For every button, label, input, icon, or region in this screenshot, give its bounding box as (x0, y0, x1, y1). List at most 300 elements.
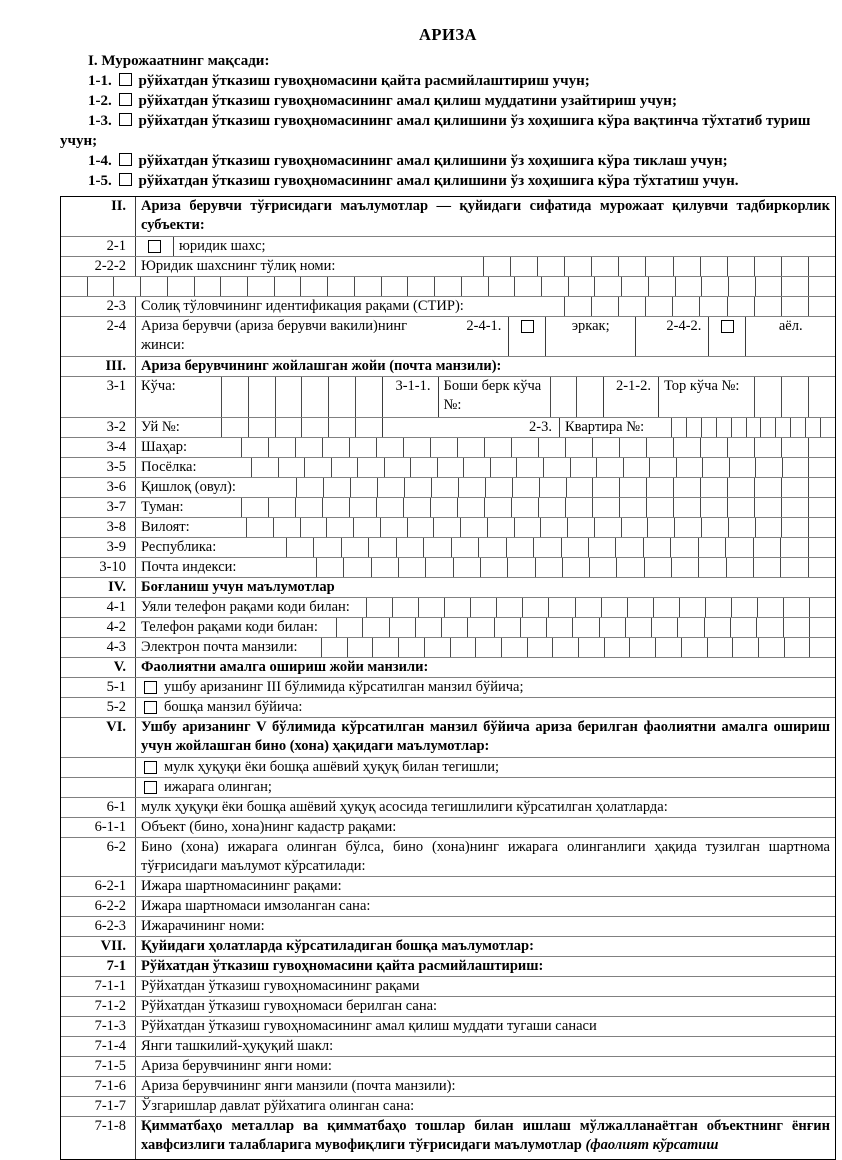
char-box (389, 618, 415, 637)
char-box (820, 418, 835, 437)
row-number: 7-1-6 (61, 1077, 136, 1096)
char-box (510, 257, 537, 276)
char-box (700, 438, 727, 457)
checkbox-option (136, 778, 835, 797)
table-row (61, 197, 835, 236)
char-box (808, 377, 835, 417)
char-box (246, 518, 273, 537)
row-label: Республика: (141, 539, 217, 555)
table-row (61, 557, 835, 577)
char-box (377, 478, 404, 497)
row-number: 6-2-2 (61, 897, 136, 916)
char-box (535, 558, 562, 577)
checkbox[interactable] (148, 240, 161, 253)
char-box (368, 538, 395, 557)
char-box (760, 418, 775, 437)
char-box-grid[interactable] (221, 377, 383, 417)
char-box (754, 438, 781, 457)
char-box (780, 538, 807, 557)
table-row (61, 777, 835, 797)
row-label: Шаҳар: (141, 439, 188, 455)
row-label: Боғланиш учун маълумотлар (141, 579, 335, 595)
ref-number: 2-4-1. (466, 318, 502, 334)
char-box (415, 618, 441, 637)
char-box (278, 458, 305, 477)
char-box (140, 277, 167, 296)
char-box-grid[interactable] (754, 377, 835, 417)
char-box-grid[interactable] (246, 518, 835, 537)
char-box (701, 518, 728, 537)
char-box (728, 277, 755, 296)
table-row (61, 276, 835, 296)
checkbox-option-label: бошқа манзил бўйича: (164, 699, 303, 715)
char-box (484, 498, 511, 517)
char-box-grid[interactable] (671, 418, 835, 437)
char-box (341, 538, 368, 557)
table-row (61, 1096, 835, 1116)
row-label: Посёлка: (141, 459, 197, 475)
table-row (61, 837, 835, 876)
char-box (699, 297, 726, 316)
char-box (619, 498, 646, 517)
char-box (755, 518, 782, 537)
char-box (594, 518, 621, 537)
char-box (301, 418, 328, 437)
table-row (61, 316, 835, 356)
table-row (61, 577, 835, 597)
row-label: Туман: (141, 499, 184, 515)
char-box (643, 538, 670, 557)
char-box (484, 438, 511, 457)
char-box (350, 478, 377, 497)
table-row (61, 956, 835, 976)
char-box (674, 518, 701, 537)
char-box (677, 618, 703, 637)
char-box (808, 538, 835, 557)
row-label: эркак; (546, 317, 636, 356)
char-box (727, 438, 754, 457)
char-box (592, 438, 619, 457)
char-box (407, 518, 434, 537)
char-box (727, 478, 754, 497)
checkbox[interactable] (144, 761, 157, 774)
char-box (296, 478, 323, 497)
char-box (704, 618, 730, 637)
char-box (543, 458, 570, 477)
char-box (331, 458, 358, 477)
char-box (754, 498, 781, 517)
char-box (336, 618, 362, 637)
char-box (732, 638, 758, 657)
char-box (781, 498, 808, 517)
row-label: Ушбу аризанинг V бўлимида кўрсатилган манзил бўйича ариза берилган фаолиятни амалга ошириш учун жойлашган бино (хона) ҳақидаги маълумотлар: (141, 719, 830, 754)
char-box (511, 438, 538, 457)
char-box (372, 638, 398, 657)
char-box (578, 638, 604, 657)
row-label: Фаолиятни амалга ошириш жойи манзили: (141, 659, 429, 675)
char-box (646, 438, 673, 457)
char-box (705, 598, 731, 617)
row-label: Бино (хона) ижарага олинган бўлса, бино (хона)нинг ижарага олинганлиги ҳақида тузилган шартнома тўғрисидаги маълумот кўрсатилади: (141, 839, 830, 874)
char-box (396, 538, 423, 557)
purpose-item-number: 1-4. (88, 153, 112, 169)
char-box (328, 377, 355, 417)
char-box (646, 498, 673, 517)
purpose-item-number: 1-1. (88, 73, 112, 89)
row-number: 7-1-7 (61, 1097, 136, 1116)
char-box (592, 498, 619, 517)
table-row (61, 597, 835, 617)
char-box (516, 458, 543, 477)
row-number: 7-1-2 (61, 997, 136, 1016)
char-box-grid[interactable] (296, 478, 835, 497)
char-box (623, 458, 650, 477)
row-number: 7-1-1 (61, 977, 136, 996)
row-number: 6-1 (61, 798, 136, 817)
checkbox[interactable] (144, 681, 157, 694)
ref-number: 2-1-2. (615, 378, 651, 394)
char-box (619, 478, 646, 497)
table-row (61, 896, 835, 916)
char-box (398, 558, 425, 577)
char-box (808, 478, 835, 497)
char-box-grid[interactable] (221, 418, 383, 437)
char-box (423, 538, 450, 557)
char-box (808, 498, 835, 517)
char-box (221, 377, 248, 417)
char-box (453, 558, 480, 577)
checkbox[interactable] (119, 93, 132, 106)
checkbox[interactable] (521, 320, 534, 333)
row-number: V. (61, 658, 136, 677)
checkbox-cell (708, 317, 746, 356)
char-box (522, 598, 548, 617)
char-box (698, 538, 725, 557)
char-box (729, 458, 756, 477)
char-box (248, 377, 275, 417)
char-box (434, 277, 461, 296)
char-box (730, 618, 756, 637)
row-label: Объект (бино, хона)нинг кадастр рақами: (141, 819, 397, 835)
char-box (565, 498, 592, 517)
char-box (304, 458, 331, 477)
row-label: Янги ташкилий-ҳуқуқий шакл: (141, 1038, 334, 1054)
char-box (670, 538, 697, 557)
char-box (646, 478, 673, 497)
char-box (357, 458, 384, 477)
char-box (809, 638, 835, 657)
row-label: Ариза берувчи тўғрисидаги маълумотлар — қуйидаги сифатида мурожаат қилувчи тадбиркорлик субъекти: (141, 198, 830, 233)
table-row (61, 477, 835, 497)
row-number: 3-2 (61, 418, 136, 437)
row-number: 3-1 (61, 377, 136, 417)
char-box (248, 418, 275, 437)
char-box (487, 518, 514, 537)
char-box (514, 518, 541, 537)
char-box (355, 377, 382, 417)
char-box (274, 277, 301, 296)
table-row (61, 1056, 835, 1076)
purpose-item-label: рўйхатдан ўтказиш гувоҳномасининг амал қилишини ўз хоҳишига кўра тиклаш учун; (138, 153, 728, 169)
char-box-grid[interactable] (286, 538, 835, 557)
char-box (805, 418, 820, 437)
char-box (483, 257, 510, 276)
char-box (782, 458, 809, 477)
char-box (618, 297, 645, 316)
table-row (61, 537, 835, 557)
ref-number: 2-3. (529, 419, 552, 435)
row-number: 2-2-2 (61, 257, 136, 276)
char-box (599, 618, 625, 637)
row-label: Вилоят: (141, 519, 190, 535)
row-label: аёл. (778, 318, 803, 334)
row-number: 3-9 (61, 538, 136, 557)
char-box (755, 277, 782, 296)
ref-number: 3-1-1. (395, 378, 431, 394)
char-box (645, 297, 672, 316)
char-box (673, 498, 700, 517)
char-box (540, 518, 567, 537)
row-label: Солиқ тўловчининг идентификация рақами (СТИР): (141, 298, 464, 314)
checkbox[interactable] (119, 113, 132, 126)
char-box (753, 538, 780, 557)
char-box (727, 498, 754, 517)
char-box (621, 277, 648, 296)
char-box (450, 638, 476, 657)
table-row (61, 1076, 835, 1096)
char-box (552, 638, 578, 657)
purpose-item-label: рўйхатдан ўтказиш гувоҳномасининг амал қилишини ўз хоҳишига кўра тўхтатиш учун. (138, 173, 739, 189)
purpose-item-number: 1-2. (88, 93, 112, 109)
char-box (781, 377, 808, 417)
table-row (61, 657, 835, 677)
char-box (520, 618, 546, 637)
char-box (728, 518, 755, 537)
char-box (353, 518, 380, 537)
char-box (496, 598, 522, 617)
row-label: Уй №: (141, 419, 180, 435)
row-number: 7-1-4 (61, 1037, 136, 1056)
char-box (392, 598, 418, 617)
char-box (418, 598, 444, 617)
char-box (478, 538, 505, 557)
char-box (756, 618, 782, 637)
char-box (809, 618, 835, 637)
row-label: Рўйхатдан ўтказиш гувоҳномасини қайта расмийлаштириш: (141, 958, 544, 974)
char-box (441, 618, 467, 637)
table-row (61, 376, 835, 417)
char-box (410, 458, 437, 477)
row-label: Почта индекси: (141, 559, 237, 575)
checkbox[interactable] (144, 781, 157, 794)
char-box (702, 458, 729, 477)
char-box (781, 297, 808, 316)
row-label: мулк ҳуқуқи ёки бошқа ашёвий ҳуқуқ асосида тегишлилиги кўрсатилган ҳолатларда: (141, 799, 668, 815)
char-box (615, 538, 642, 557)
char-box (673, 257, 700, 276)
table-row (61, 936, 835, 956)
char-box (781, 277, 808, 296)
char-box-grid[interactable] (366, 598, 835, 617)
char-box (588, 538, 615, 557)
char-box (651, 618, 677, 637)
checkbox[interactable] (144, 701, 157, 714)
row-label-italic: (фаолият кўрсатиш (585, 1136, 719, 1153)
char-box (565, 438, 592, 457)
char-box (645, 257, 672, 276)
char-box (268, 438, 295, 457)
char-box (784, 638, 810, 657)
row-number (61, 758, 136, 777)
char-box (480, 558, 507, 577)
row-label: Юридик шахснинг тўлиқ номи: (141, 258, 336, 274)
char-box-grid[interactable] (321, 638, 835, 657)
table-row (61, 457, 835, 477)
row-label: Ижара шартномаси имзоланган сана: (141, 898, 371, 914)
checkbox-option (136, 678, 835, 697)
table-row (61, 497, 835, 517)
char-box (194, 277, 221, 296)
char-box (562, 558, 589, 577)
char-box (808, 297, 835, 316)
char-box (655, 638, 681, 657)
char-box (596, 458, 623, 477)
row-number: 3-8 (61, 518, 136, 537)
char-box (424, 638, 450, 657)
char-box (808, 438, 835, 457)
table-row (61, 717, 835, 757)
char-box (648, 277, 675, 296)
row-label: Телефон рақами коди билан: (141, 619, 318, 635)
char-box (514, 277, 541, 296)
char-box (731, 418, 746, 437)
char-box-grid[interactable] (241, 498, 835, 517)
char-box (618, 257, 645, 276)
row-number: 4-2 (61, 618, 136, 637)
char-box (591, 257, 618, 276)
row-label (136, 1117, 835, 1154)
char-box (548, 598, 574, 617)
char-box (604, 638, 630, 657)
row-label: Рўйхатдан ўтказиш гувоҳномасининг амал қилиш муддати тугаши санаси (141, 1018, 597, 1034)
checkbox[interactable] (721, 320, 734, 333)
table-row (61, 817, 835, 837)
char-box (301, 377, 328, 417)
char-box-grid[interactable] (336, 618, 835, 637)
checkbox[interactable] (119, 173, 132, 186)
char-box-grid[interactable] (550, 377, 604, 417)
checkbox-option-label: мулк ҳуқуқи ёки бошқа ашёвий ҳуқуқ билан тегишли; (164, 759, 500, 775)
char-box (775, 418, 790, 437)
checkbox[interactable] (119, 73, 132, 86)
char-box-grid[interactable] (483, 257, 835, 276)
form-title: АРИЗА (419, 25, 477, 44)
char-box (113, 277, 140, 296)
char-box (463, 458, 490, 477)
char-box (754, 257, 781, 276)
row-number: VI. (61, 718, 136, 757)
char-box-grid[interactable] (251, 458, 835, 477)
row-number: 2-1 (61, 237, 136, 256)
row-number: 6-2-3 (61, 917, 136, 936)
char-box (698, 558, 725, 577)
char-box-grid[interactable] (564, 297, 835, 316)
char-box (327, 277, 354, 296)
char-box (451, 538, 478, 557)
char-box (564, 257, 591, 276)
char-box (381, 277, 408, 296)
char-box (286, 538, 313, 557)
char-box (550, 377, 577, 417)
row-label-main: Қимматбаҳо металлар ва қимматбаҳо тошлар билан ишлаш мўлжалланаётган объектнинг ёнғин хавфсизлиги талабларига мувофиқлиги тўғрисидаги маълумотлар (141, 1118, 830, 1153)
char-box (653, 598, 679, 617)
row-number: 3-4 (61, 438, 136, 457)
char-box (539, 478, 566, 497)
table-row (61, 296, 835, 316)
char-box (490, 458, 517, 477)
char-box-grid[interactable] (241, 438, 835, 457)
char-box (541, 277, 568, 296)
char-box (701, 418, 716, 437)
char-box (461, 277, 488, 296)
char-box (533, 538, 560, 557)
char-box (431, 478, 458, 497)
ref-number: 2-4-2. (666, 318, 702, 334)
row-number: 3-10 (61, 558, 136, 577)
char-box (675, 277, 702, 296)
row-number: 7-1-5 (61, 1057, 136, 1076)
char-box-grid[interactable] (316, 558, 835, 577)
char-box (376, 438, 403, 457)
table-row (61, 876, 835, 896)
char-box-grid[interactable] (61, 277, 835, 296)
row-label: Тор кўча №: (658, 377, 754, 417)
row-label: Ариза берувчининг янги манзили (почта манзили): (141, 1078, 456, 1094)
table-row (61, 1116, 835, 1159)
char-box (355, 418, 382, 437)
row-number: III. (61, 357, 136, 376)
table-row (61, 437, 835, 457)
row-label: Ўзгаришлар давлат рўйхатига олинган сана: (141, 1098, 415, 1114)
row-number: 7-1-8 (61, 1117, 136, 1159)
char-box (403, 438, 430, 457)
char-box (727, 257, 754, 276)
checkbox[interactable] (119, 153, 132, 166)
row-label: Ариза берувчининг янги номи: (141, 1058, 332, 1074)
char-box (404, 478, 431, 497)
table-row (61, 617, 835, 637)
char-box (753, 558, 780, 577)
section-1-heading: I. Мурожаатнинг мақсади: (88, 53, 270, 69)
row-number: 6-2-1 (61, 877, 136, 896)
checkbox-cell (136, 237, 174, 256)
table-row (61, 517, 835, 537)
char-box (754, 377, 781, 417)
char-box (538, 498, 565, 517)
purpose-item-label: рўйхатдан ўтказиш гувоҳномасининг амал қилиш муддатини узайтириш учун; (138, 93, 677, 109)
char-box (512, 478, 539, 497)
row-number: 2-4 (61, 317, 136, 356)
char-box (755, 458, 782, 477)
char-box (247, 277, 274, 296)
char-box (700, 257, 727, 276)
row-number: 2-3 (61, 297, 136, 316)
char-box (589, 558, 616, 577)
purpose-item (60, 171, 836, 191)
char-box (676, 458, 703, 477)
char-box (746, 418, 761, 437)
char-box (460, 518, 487, 537)
